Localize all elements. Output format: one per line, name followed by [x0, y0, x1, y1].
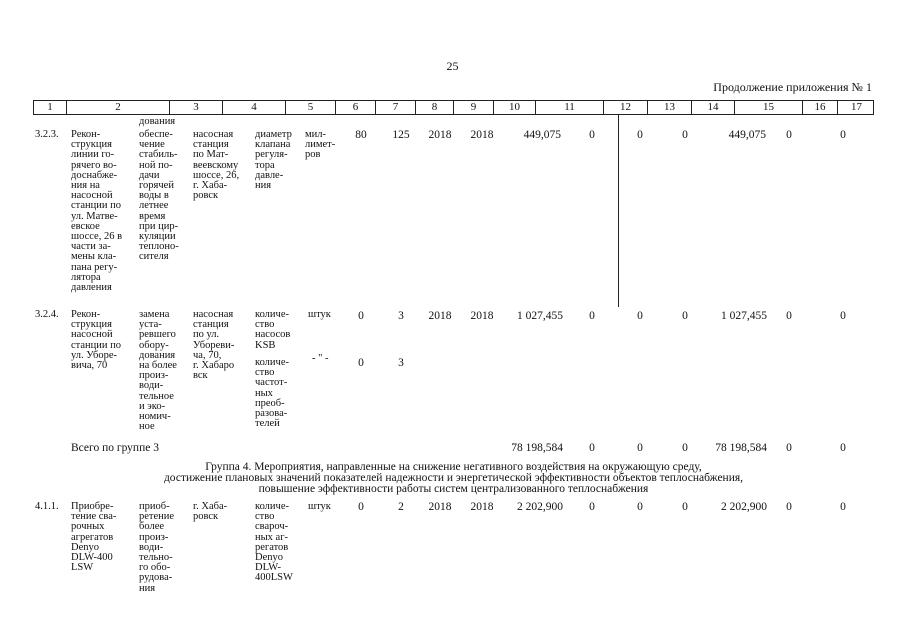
group-3-total-col11: 78 198,584 [511, 442, 563, 454]
row-3-2-4-value-col7-b: 0 [358, 357, 364, 369]
row-4-1-1-number: 4.1.1. [35, 501, 59, 512]
row-4-1-1-name: Приобре- тение сва- рочных агрегатов Denyo DLW-400 LSW [71, 501, 117, 574]
header-col-6: 6 [336, 101, 376, 114]
row-4-1-1-value-col17: 0 [840, 501, 846, 513]
group-3-total-col16: 0 [786, 442, 792, 454]
row-4-1-1-value-col15: 2 202,900 [721, 501, 767, 513]
row-3-2-3-purpose: обеспе- чение стабиль- ной по- дачи горячей воды в летнее время при цир- куляции теплоно- сителя [139, 129, 179, 263]
row-4-1-1-value-col16: 0 [786, 501, 792, 513]
row-3-2-4-value-col16: 0 [786, 310, 792, 322]
group-3-total-col15: 78 198,584 [715, 442, 767, 454]
row-3-2-4-value-col17: 0 [840, 310, 846, 322]
row-3-2-4-value-col7: 0 [358, 310, 364, 322]
row-3-2-4-indicator-pumps: количе- ство насосов KSB [255, 309, 291, 351]
row-3-2-3-name: Рекон- струкция линии го- рячего во- доснабже- ния на насосной станции по ул. Матве- евское шоссе, 26 в части за- мены кла- пана регу- лятора давления [71, 129, 123, 294]
header-col-1: 1 [34, 101, 67, 114]
row-3-2-4-location: насосная станция по ул. Убореви- ча, 70, г. Хабаро вск [193, 309, 235, 382]
header-col-7: 7 [376, 101, 416, 114]
row-4-1-1-value-col9: 2018 [428, 501, 452, 513]
row-4-1-1-value-col12: 0 [589, 501, 595, 513]
row-3-2-3-unit: мил- лимет- ров [305, 129, 336, 161]
group-3-total-col12: 0 [589, 442, 595, 454]
row-3-2-3-location: насосная станция по Мат- веевскому шоссе, 26, г. Хаба- ровск [193, 129, 240, 202]
row-4-1-1-indicator: количе- ство свароч- ных аг- регатов Denyo DLW- 400LSW [255, 501, 293, 584]
continuation-note: Продолжение приложения № 1 [713, 80, 872, 94]
row-3-2-3-value-col14: 0 [682, 129, 688, 141]
row-3-2-4-purpose: замена уста- ревшего обору- дования на более произ- води- тельное и эко- номич- ное [139, 309, 177, 433]
group-3-total-label: Всего по группе 3 [71, 442, 159, 454]
page-number: 25 [446, 59, 459, 73]
row-3-2-3-value-col11: 449,075 [523, 129, 561, 141]
row-3-2-4-indicator-converters: количе- ство частот- ных преоб- разова- телей [255, 357, 289, 430]
row-3-2-4-name: Рекон- струкция насосной станции по ул. Уборе- вича, 70 [71, 309, 122, 372]
row-3-2-4-value-col15: 1 027,455 [721, 310, 767, 322]
header-col-14: 14 [692, 101, 735, 114]
header-col-9: 9 [454, 101, 494, 114]
table-header-row [33, 100, 874, 115]
row-3-2-4-value-col8-b: 3 [398, 357, 404, 369]
row-3-2-3-value-col16: 0 [786, 129, 792, 141]
group-3-total-col13: 0 [637, 442, 643, 454]
group-4-title: Группа 4. Мероприятия, направленные на снижение негативного воздействия на окружающую среду, достижение плановых значений показателей надежности и энергетической эффективности объектов теплоснабжения, повышение эффективности работы систем централизованного теплоснабжения [163, 461, 744, 495]
row-3-2-4-number: 3.2.4. [35, 309, 59, 320]
header-col-2: 2 [67, 101, 170, 114]
row-3-2-4-value-col13: 0 [637, 310, 643, 322]
header-col-12: 12 [604, 101, 648, 114]
row-4-1-1-location: г. Хаба- ровск [193, 501, 228, 523]
row-3-2-3-number: 3.2.3. [35, 129, 59, 140]
header-col-5: 5 [286, 101, 336, 114]
row-4-1-1-value-col13: 0 [637, 501, 643, 513]
row-4-1-1-value-col8: 2 [398, 501, 404, 513]
row-4-1-1-value-col10: 2018 [470, 501, 494, 513]
row-3-2-3-indicator: диаметр клапана регуля- тора давле- ния [255, 129, 292, 192]
row-3-2-3-value-col7: 80 [355, 129, 367, 141]
row-3-2-4-value-col10: 2018 [470, 310, 494, 322]
row-3-2-4-unit-ditto: - " - [312, 353, 329, 364]
row-4-1-1-value-col7: 0 [358, 501, 364, 513]
row-3-2-3-value-col9: 2018 [428, 129, 452, 141]
header-col-3: 3 [170, 101, 223, 114]
row-3-2-4-value-col9: 2018 [428, 310, 452, 322]
group-3-total-col17: 0 [840, 442, 846, 454]
header-col-8: 8 [416, 101, 454, 114]
row-4-1-1-purpose: приоб- ретение более произ- води- тельно- го обо- рудова- ния [139, 501, 175, 594]
row-3-2-4-unit: штук [308, 309, 331, 320]
header-col-13: 13 [648, 101, 692, 114]
row-3-2-4-value-col12: 0 [589, 310, 595, 322]
group-3-total-col14: 0 [682, 442, 688, 454]
row-3-2-4-value-col11: 1 027,455 [517, 310, 563, 322]
row-3-2-3-value-col15: 449,075 [728, 129, 766, 141]
cell-text-fragment: дования [139, 116, 176, 127]
row-3-2-4-value-col8: 3 [398, 310, 404, 322]
header-col-17: 17 [851, 101, 862, 113]
row-4-1-1-value-col14: 0 [682, 501, 688, 513]
column-divider-line [618, 114, 619, 307]
row-4-1-1-unit: штук [308, 501, 331, 512]
row-3-2-3-value-col8: 125 [392, 129, 410, 141]
header-col-16: 16 [803, 101, 838, 114]
row-3-2-3-value-col17: 0 [840, 129, 846, 141]
row-3-2-3-value-col10: 2018 [470, 129, 494, 141]
header-col-10: 10 [494, 101, 536, 114]
row-4-1-1-value-col11: 2 202,900 [517, 501, 563, 513]
header-col-15: 15 [735, 101, 803, 114]
header-col-4: 4 [223, 101, 286, 114]
row-3-2-3-value-col13: 0 [637, 129, 643, 141]
row-3-2-3-value-col12: 0 [589, 129, 595, 141]
row-3-2-4-value-col14: 0 [682, 310, 688, 322]
header-col-11: 11 [536, 101, 604, 114]
